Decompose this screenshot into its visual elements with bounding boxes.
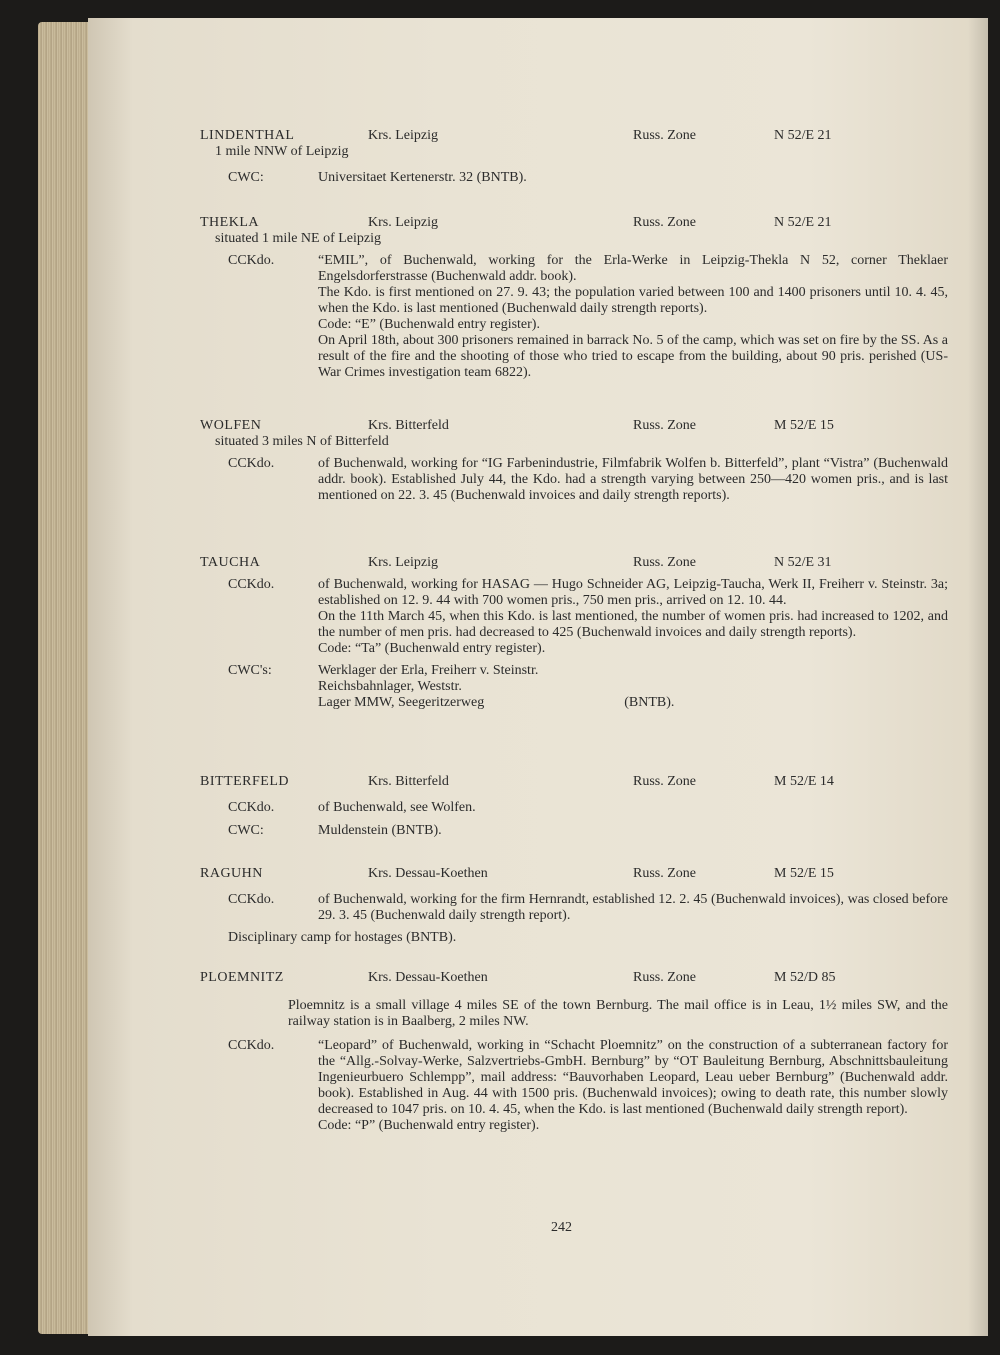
- district: Krs. Bitterfeld: [368, 774, 449, 789]
- district: Krs. Dessau-Koethen: [368, 970, 488, 985]
- entry-ploemnitz: [88, 970, 948, 1134]
- item-label: CCKdo.: [228, 1038, 275, 1053]
- place-name: THEKLA: [200, 215, 259, 230]
- entry-header: [88, 215, 948, 231]
- location-note: situated 3 miles N of Bitterfeld: [215, 434, 389, 449]
- place-name: WOLFEN: [200, 418, 262, 433]
- paragraph: On the 11th March 45, when this Kdo. is last mentioned, the number of women pris. had increased to 1202, and the number of men pris. had decreased to 425 (Buchenwald invoices and daily strength reports).: [318, 609, 948, 640]
- grid-reference: N 52/E 21: [774, 215, 832, 230]
- item-label: CWC:: [228, 823, 264, 838]
- item-text: [318, 456, 948, 504]
- entry-wolfen: [88, 418, 948, 504]
- entry-header: [88, 970, 948, 986]
- entry-header: [88, 866, 948, 882]
- paragraph: of Buchenwald, working for the firm Hernrandt, established 12. 2. 45 (Buchenwald invoices), was closed before 29. 3. 45 (Buchenwald daily strength report).: [318, 892, 948, 923]
- location-note: situated 1 mile NE of Leipzig: [215, 231, 382, 246]
- paragraph: On April 18th, about 300 prisoners remained in barrack No. 5 of the camp, which was set on fire by the SS. As a result of the fire and the shooting of those who tried to escape from the building, about 90 pris. perished (US-War Crimes investigation team 6822).: [318, 333, 948, 380]
- book-page: [88, 18, 988, 1336]
- entry-header: [88, 418, 948, 434]
- district: Krs. Leipzig: [368, 215, 438, 230]
- item-label: CCKdo.: [228, 577, 275, 592]
- grid-reference: N 52/E 21: [774, 128, 832, 143]
- paragraph: Code: “Ta” (Buchenwald entry register).: [318, 641, 546, 656]
- item-label: CCKdo.: [228, 253, 275, 268]
- item-label: CCKdo.: [228, 456, 275, 471]
- item-text: [318, 1038, 948, 1134]
- paragraph: Reichsbahnlager, Weststr.: [318, 679, 462, 694]
- page-shadow: [968, 18, 988, 1336]
- district: Krs. Leipzig: [368, 555, 438, 570]
- paragraph: of Buchenwald, working for “IG Farbenindustrie, Filmfabrik Wolfen b. Bitterfeld”, plant “Vistra” (Buchenwald addr. book). Established July 44, the Kdo. had a strength varying between 250—420 women pris., and is last mentioned on 22. 3. 45 (Buchenwald invoices and daily strength reports).: [318, 456, 948, 503]
- grid-reference: M 52/E 15: [774, 866, 834, 881]
- grid-reference: M 52/E 14: [774, 774, 834, 789]
- item-text: Universitaet Kertenerstr. 32 (BNTB).: [318, 170, 527, 185]
- zone: Russ. Zone: [633, 970, 696, 985]
- paragraph: of Buchenwald, working for HASAG — Hugo Schneider AG, Leipzig-Taucha, Werk II, Freiherr v. Steinstr. 3a; established on 12. 9. 44 with 700 women pris., 750 men pris., arrived on 12. 10. 44.: [318, 577, 948, 608]
- entry-header: [88, 774, 948, 790]
- paragraph: The Kdo. is first mentioned on 27. 9. 43; the population varied between 100 and 1400 prisoners until 10. 4. 45, when the Kdo. is last mentioned (Buchenwald daily strength reports).: [318, 285, 948, 316]
- entry-header: [88, 555, 948, 571]
- item-text: [318, 253, 948, 381]
- place-name: PLOEMNITZ: [200, 970, 284, 985]
- place-name: TAUCHA: [200, 555, 261, 570]
- item-label: CCKdo.: [228, 892, 275, 907]
- zone: Russ. Zone: [633, 555, 696, 570]
- item-text: of Buchenwald, see Wolfen.: [318, 800, 476, 815]
- paragraph: “Leopard” of Buchenwald, working in “Schacht Ploemnitz” on the construction of a subterranean factory for the “Allg.-Solvay-Werke, Salzvertriebs-GmbH. Bernburg” by “OT Bauleitung Bernburg, Abschnittsbauleitung Ingenieurbuero Schlempp”, mail address: “Bauvorhaben Leopard, Leau ueber Bernburg” (Buchenwald addr. book). Established in Aug. 44 with 1500 pris. (Buchenwald invoices); owing to death rate, this number slowly decreased to 1047 pris. on 10. 4. 45, when the Kdo. is last mentioned (Buchenwald daily strength report).: [318, 1038, 948, 1117]
- paragraph: Code: “P” (Buchenwald entry register).: [318, 1118, 540, 1133]
- zone: Russ. Zone: [633, 774, 696, 789]
- extra-note: Disciplinary camp for hostages (BNTB).: [228, 930, 457, 945]
- entry-lindenthal: [88, 128, 948, 186]
- grid-reference: M 52/D 85: [774, 970, 836, 985]
- district: Krs. Bitterfeld: [368, 418, 449, 433]
- paragraph: Werklager der Erla, Freiherr v. Steinstr.: [318, 663, 539, 678]
- intro-text: Ploemnitz is a small village 4 miles SE of the town Bernburg. The mail office is in Leau, 1½ miles SW, and the railway station is in Baalberg, 2 miles NW.: [288, 998, 948, 1029]
- zone: Russ. Zone: [633, 128, 696, 143]
- item-label: CWC's:: [228, 663, 272, 678]
- place-name: LINDENTHAL: [200, 128, 295, 143]
- entry-taucha: [88, 555, 948, 711]
- source-reference: (BNTB).: [624, 695, 675, 710]
- entry-bitterfeld: [88, 774, 948, 839]
- entry-header: [88, 128, 948, 144]
- page-number: 242: [551, 1220, 572, 1235]
- grid-reference: N 52/E 31: [774, 555, 832, 570]
- paragraph: [318, 695, 948, 711]
- item-label: CWC:: [228, 170, 264, 185]
- paragraph: “EMIL”, of Buchenwald, working for the Erla-Werke in Leipzig-Thekla N 52, corner Theklaer Engelsdorferstrasse (Buchenwald addr. book).: [318, 253, 948, 284]
- entry-thekla: [88, 215, 948, 381]
- item-label: CCKdo.: [228, 800, 275, 815]
- place-name: BITTERFELD: [200, 774, 289, 789]
- zone: Russ. Zone: [633, 215, 696, 230]
- item-text: [318, 663, 948, 711]
- grid-reference: M 52/E 15: [774, 418, 834, 433]
- item-text: [318, 577, 948, 657]
- zone: Russ. Zone: [633, 866, 696, 881]
- place-name: RAGUHN: [200, 866, 263, 881]
- item-text: Muldenstein (BNTB).: [318, 823, 442, 838]
- zone: Russ. Zone: [633, 418, 696, 433]
- item-text: [318, 892, 948, 924]
- district: Krs. Leipzig: [368, 128, 438, 143]
- paragraph: Code: “E” (Buchenwald entry register).: [318, 317, 540, 332]
- camp-name: Lager MMW, Seegeritzerweg: [318, 695, 485, 710]
- district: Krs. Dessau-Koethen: [368, 866, 488, 881]
- entry-raguhn: [88, 866, 948, 946]
- location-note: 1 mile NNW of Leipzig: [215, 144, 349, 159]
